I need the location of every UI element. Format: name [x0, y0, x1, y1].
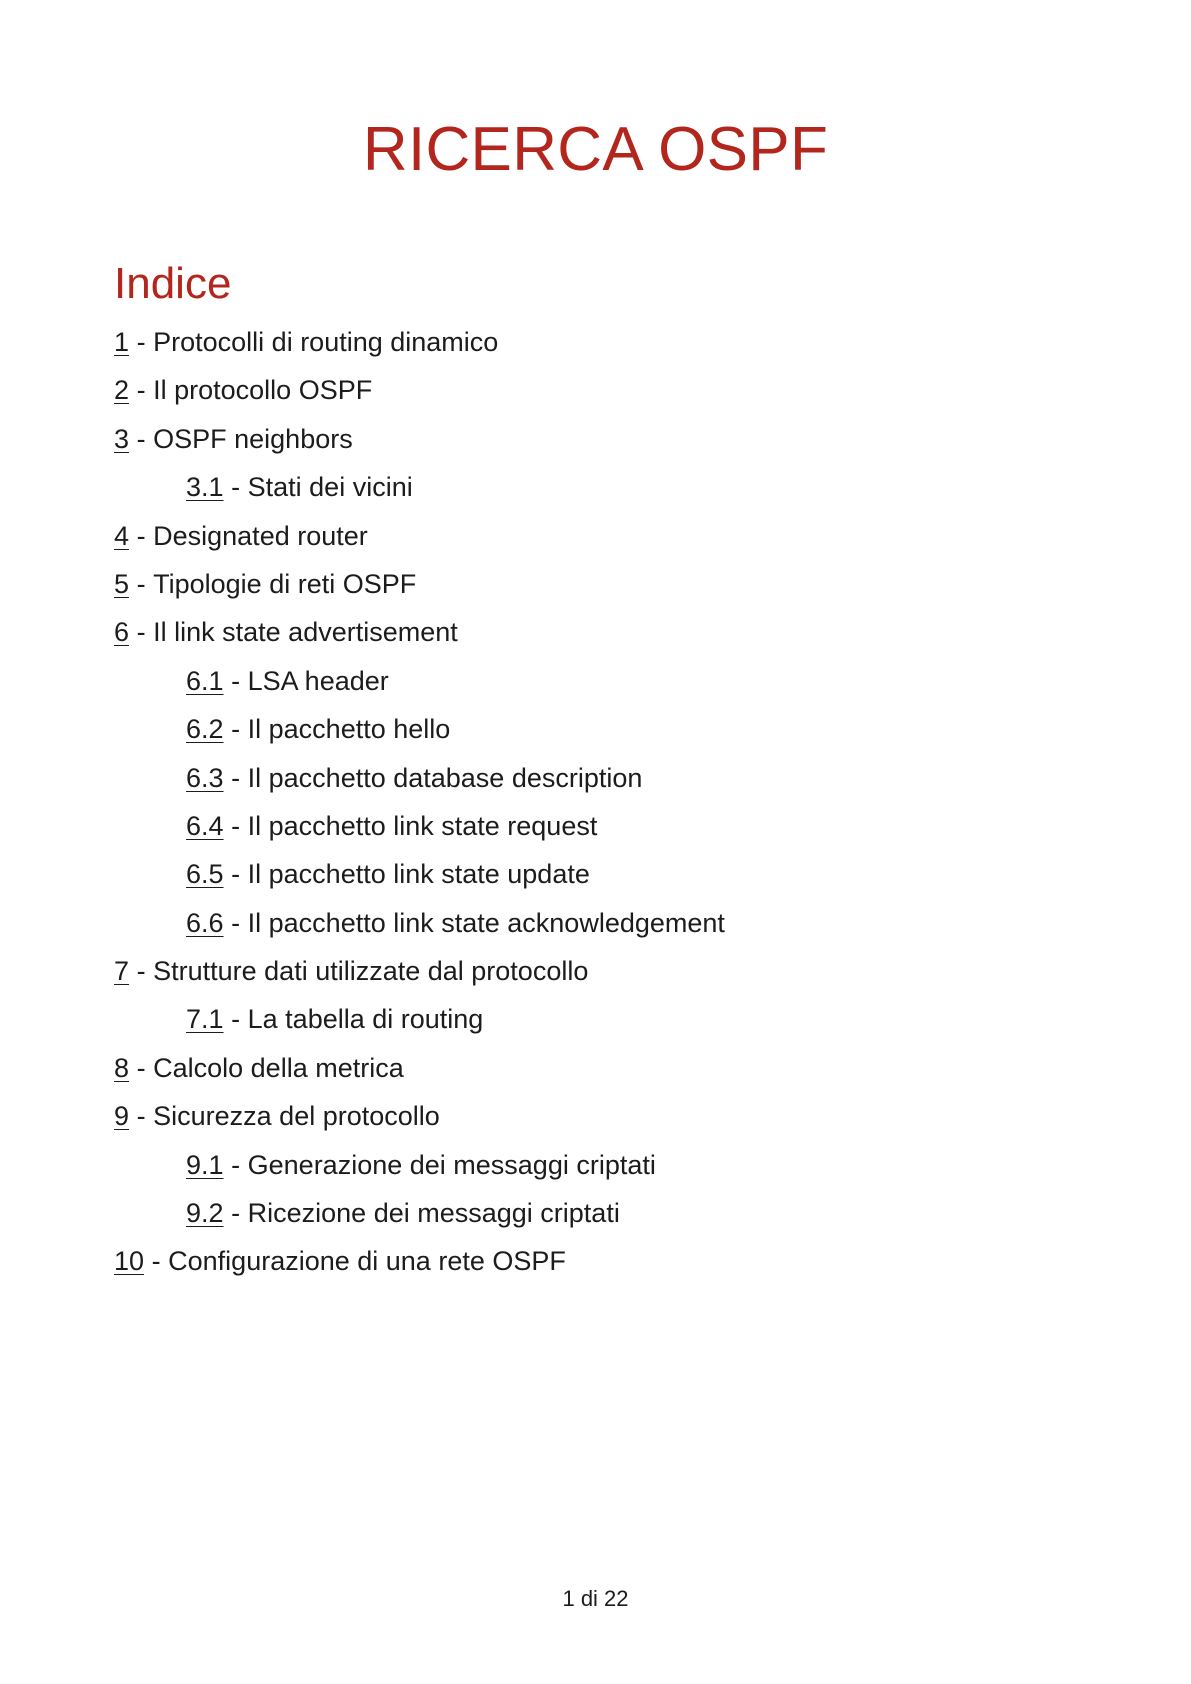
- toc-entry: [114, 1141, 725, 1189]
- toc-entry: [114, 705, 725, 753]
- toc-entry: [114, 560, 725, 608]
- toc-entry: [114, 899, 725, 947]
- toc-entry-separator: -: [136, 327, 146, 357]
- toc-entry-number-link[interactable]: 6.3: [186, 762, 224, 793]
- table-of-contents: [114, 318, 725, 1286]
- toc-entry: [114, 1092, 725, 1140]
- toc-entry: [114, 1044, 725, 1092]
- toc-entry-title: La tabella di routing: [247, 1004, 484, 1035]
- toc-entry: [114, 947, 725, 995]
- toc-entry: [114, 415, 725, 463]
- toc-entry-title: Strutture dati utilizzate dal protocollo: [153, 956, 589, 987]
- toc-entry: [114, 608, 725, 656]
- toc-entry-number-link[interactable]: 1: [114, 327, 130, 357]
- toc-entry-number-link[interactable]: 6.6: [186, 907, 224, 938]
- toc-entry-separator: -: [231, 907, 241, 938]
- toc-entry: [114, 754, 725, 802]
- toc-entry-title: Stati dei vicini: [247, 472, 413, 503]
- toc-entry-title: Il pacchetto link state request: [247, 810, 598, 841]
- toc-entry-separator: -: [231, 1149, 241, 1180]
- toc-entry-separator: -: [136, 520, 146, 551]
- toc-entry: [114, 850, 725, 898]
- toc-entry: [114, 1189, 725, 1237]
- toc-entry-number-link[interactable]: 5: [114, 568, 130, 599]
- toc-entry-title: Calcolo della metrica: [153, 1052, 404, 1083]
- toc-entry-title: Ricezione dei messaggi criptati: [247, 1198, 620, 1229]
- toc-entry-separator: -: [231, 472, 241, 503]
- toc-entry-separator: -: [136, 956, 146, 987]
- toc-entry-number-link[interactable]: 6.4: [186, 810, 224, 841]
- toc-entry-separator: -: [231, 859, 241, 890]
- toc-entry: [114, 1237, 725, 1285]
- toc-entry-title: Generazione dei messaggi criptati: [247, 1149, 656, 1180]
- toc-entry-separator: -: [136, 617, 146, 648]
- toc-entry-separator: -: [231, 665, 241, 696]
- toc-entry-separator: -: [136, 1052, 146, 1083]
- toc-entry-separator: -: [136, 375, 146, 406]
- toc-entry-number-link[interactable]: 6.5: [186, 859, 224, 890]
- toc-entry-title: Configurazione di una rete OSPF: [168, 1246, 566, 1277]
- toc-entry-separator: -: [151, 1246, 161, 1277]
- index-heading: Indice: [114, 259, 232, 308]
- toc-entry-number-link[interactable]: 10: [114, 1246, 145, 1277]
- toc-entry-number-link[interactable]: 6: [114, 617, 130, 648]
- toc-entry-title: Designated router: [153, 520, 368, 551]
- toc-entry-title: Il link state advertisement: [153, 617, 458, 648]
- toc-entry-number-link[interactable]: 9.1: [186, 1149, 224, 1180]
- document-title: RICERCA OSPF: [362, 115, 829, 184]
- toc-entry-separator: -: [231, 1198, 241, 1229]
- toc-entry: [114, 657, 725, 705]
- toc-entry: [114, 512, 725, 560]
- toc-entry-number-link[interactable]: 7.1: [186, 1004, 224, 1035]
- toc-entry-separator: -: [231, 1004, 241, 1035]
- toc-entry-separator: -: [136, 568, 146, 599]
- toc-entry-number-link[interactable]: 7: [114, 956, 130, 987]
- toc-entry-separator: -: [136, 1101, 146, 1132]
- toc-entry-title: OSPF neighbors: [153, 423, 353, 454]
- toc-entry-title: Il protocollo OSPF: [153, 375, 373, 406]
- toc-entry-separator: -: [231, 714, 241, 745]
- toc-entry-number-link[interactable]: 9: [114, 1101, 130, 1132]
- toc-entry-title: LSA header: [247, 665, 389, 696]
- toc-entry-separator: -: [231, 810, 241, 841]
- toc-entry-number-link[interactable]: 8: [114, 1052, 130, 1083]
- toc-entry-number-link[interactable]: 3: [114, 423, 130, 454]
- toc-entry-title: Sicurezza del protocollo: [153, 1101, 440, 1132]
- toc-entry-number-link[interactable]: 6.2: [186, 714, 224, 745]
- page-number: 1 di 22: [562, 1586, 629, 1611]
- toc-entry: [114, 318, 725, 366]
- toc-entry-number-link[interactable]: 9.2: [186, 1198, 224, 1229]
- toc-entry-separator: -: [136, 423, 146, 454]
- toc-entry-title: Tipologie di reti OSPF: [153, 568, 417, 599]
- toc-entry-separator: -: [231, 762, 241, 793]
- toc-entry-title: Il pacchetto hello: [247, 714, 451, 745]
- toc-entry: [114, 366, 725, 414]
- toc-entry-title: Il pacchetto link state update: [247, 859, 590, 890]
- toc-entry: [114, 802, 725, 850]
- toc-entry-number-link[interactable]: 3.1: [186, 472, 224, 503]
- toc-entry-title: Il pacchetto database description: [247, 762, 643, 793]
- toc-entry: [114, 463, 725, 511]
- toc-entry-title: Protocolli di routing dinamico: [153, 327, 499, 357]
- toc-entry-title: Il pacchetto link state acknowledgement: [247, 907, 725, 938]
- toc-entry-number-link[interactable]: 2: [114, 375, 130, 406]
- toc-entry-number-link[interactable]: 6.1: [186, 665, 224, 696]
- toc-entry-number-link[interactable]: 4: [114, 520, 130, 551]
- toc-entry: [114, 995, 725, 1043]
